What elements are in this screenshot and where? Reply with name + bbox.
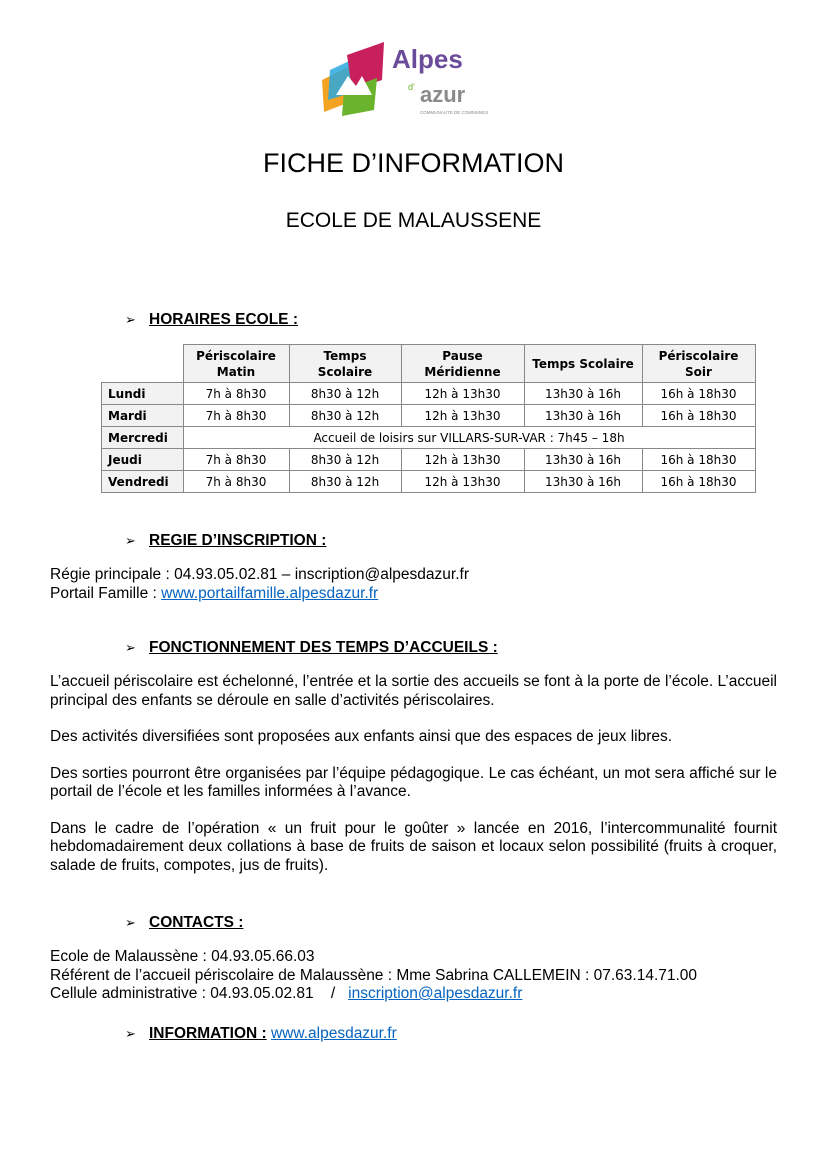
table-cell: 7h à 8h30 <box>183 383 289 405</box>
schedule-table <box>101 344 756 493</box>
table-cell: Vendredi <box>102 471 184 493</box>
heading-information: ➢ INFORMATION : www.alpesdazur.fr <box>125 1024 397 1042</box>
heading-contacts: ➢ CONTACTS : <box>125 914 244 931</box>
table-row <box>102 427 756 449</box>
arrow-bullet-icon: ➢ <box>125 640 136 655</box>
paragraph: Dans le cadre de l’opération « un fruit pour le goûter » lancée en 2016, l’intercommunalité fournit hebdomadairement deux collations à base de fruits de saison et locaux selon possibilité (fruits à croquer, salade de fruits, compotes, jus de fruits). <box>50 819 777 874</box>
table-cell: 16h à 18h30 <box>642 449 755 471</box>
table-cell <box>102 345 184 383</box>
table-cell: 13h30 à 16h <box>524 383 642 405</box>
header-cell: Temps Scolaire <box>524 345 642 383</box>
paragraph: L’accueil périscolaire est échelonné, l’entrée et la sortie des accueils se font à la porte de l’école. L’accueil principal des enfants se déroule en salle d’activités périscolaires. <box>50 673 777 709</box>
page-subtitle: ECOLE DE MALAUSSENE <box>285 209 542 232</box>
header-cell: Périscolaire Matin <box>183 345 289 383</box>
arrow-bullet-icon: ➢ <box>125 915 136 930</box>
table-cell: Accueil de loisirs sur VILLARS-SUR-VAR : 7h45 – 18h <box>183 427 755 449</box>
table-cell: 7h à 8h30 <box>183 449 289 471</box>
table-cell: Mercredi <box>102 427 184 449</box>
page-title: FICHE D’INFORMATION <box>263 148 564 178</box>
header-cell: Temps Scolaire <box>289 345 401 383</box>
regie-text: Régie principale : 04.93.05.02.81 – inscription@alpesdazur.fr Portail Famille : www.portailfamille.alpesdazur.fr <box>50 566 469 602</box>
table-cell: 7h à 8h30 <box>183 405 289 427</box>
table-cell: 13h30 à 16h <box>524 471 642 493</box>
table-cell: 7h à 8h30 <box>183 471 289 493</box>
table-row <box>102 449 756 471</box>
heading-regie: ➢ REGIE D’INSCRIPTION : <box>125 532 327 549</box>
header-cell: Périscolaire Soir <box>642 345 755 383</box>
svg-text:azur: azur <box>420 82 466 107</box>
inscription-email-link[interactable]: inscription@alpesdazur.fr <box>348 985 523 1002</box>
header-cell: Pause Méridienne <box>401 345 524 383</box>
table-cell: 8h30 à 12h <box>289 449 401 471</box>
table-cell: Jeudi <box>102 449 184 471</box>
svg-text:COMMUNAUTE DE COMMUNES: COMMUNAUTE DE COMMUNES <box>420 110 489 115</box>
contacts-text: Ecole de Malaussène : 04.93.05.66.03 Référent de l’accueil périscolaire de Malaussène : Mme Sabrina CALLEMEIN : 07.63.14.71.00 Cellule administrative : 04.93.05.02.81 / inscription@alpesdazur.fr <box>50 948 698 1002</box>
table-row <box>102 471 756 493</box>
paragraph: Des activités diversifiées sont proposées aux enfants ainsi que des espaces de jeux libres. <box>50 728 673 745</box>
table-cell: 8h30 à 12h <box>289 405 401 427</box>
svg-text:Alpes: Alpes <box>392 44 463 74</box>
table-cell: 12h à 13h30 <box>401 471 524 493</box>
table-cell: Lundi <box>102 383 184 405</box>
table-row <box>102 405 756 427</box>
heading-fonctionnement: ➢ FONCTIONNEMENT DES TEMPS D’ACCUEILS : <box>125 639 498 656</box>
table-cell: 16h à 18h30 <box>642 383 755 405</box>
arrow-bullet-icon: ➢ <box>125 533 136 548</box>
table-cell: 12h à 13h30 <box>401 449 524 471</box>
table-cell: 13h30 à 16h <box>524 405 642 427</box>
table-cell: 8h30 à 12h <box>289 383 401 405</box>
table-row <box>102 383 756 405</box>
document-content <box>0 147 827 1043</box>
table-cell: 16h à 18h30 <box>642 405 755 427</box>
svg-text:d': d' <box>408 82 415 92</box>
heading-horaires: ➢ HORAIRES ECOLE : <box>125 311 298 328</box>
table-cell: 13h30 à 16h <box>524 449 642 471</box>
arrow-bullet-icon: ➢ <box>125 312 136 327</box>
alpes-azur-logo <box>322 40 502 124</box>
table-cell: Mardi <box>102 405 184 427</box>
arrow-bullet-icon: ➢ <box>125 1025 136 1041</box>
paragraph: Des sorties pourront être organisées par l’équipe pédagogique. Le cas échéant, un mot sera affiché sur le portail de l’école et les familles informées à l’avance. <box>50 764 777 800</box>
table-cell: 8h30 à 12h <box>289 471 401 493</box>
alpesdazur-link[interactable]: www.alpesdazur.fr <box>270 1024 397 1042</box>
table-cell: 16h à 18h30 <box>642 471 755 493</box>
table-cell: 12h à 13h30 <box>401 383 524 405</box>
table-cell: 12h à 13h30 <box>401 405 524 427</box>
portail-famille-link[interactable]: www.portailfamille.alpesdazur.fr <box>161 584 379 602</box>
